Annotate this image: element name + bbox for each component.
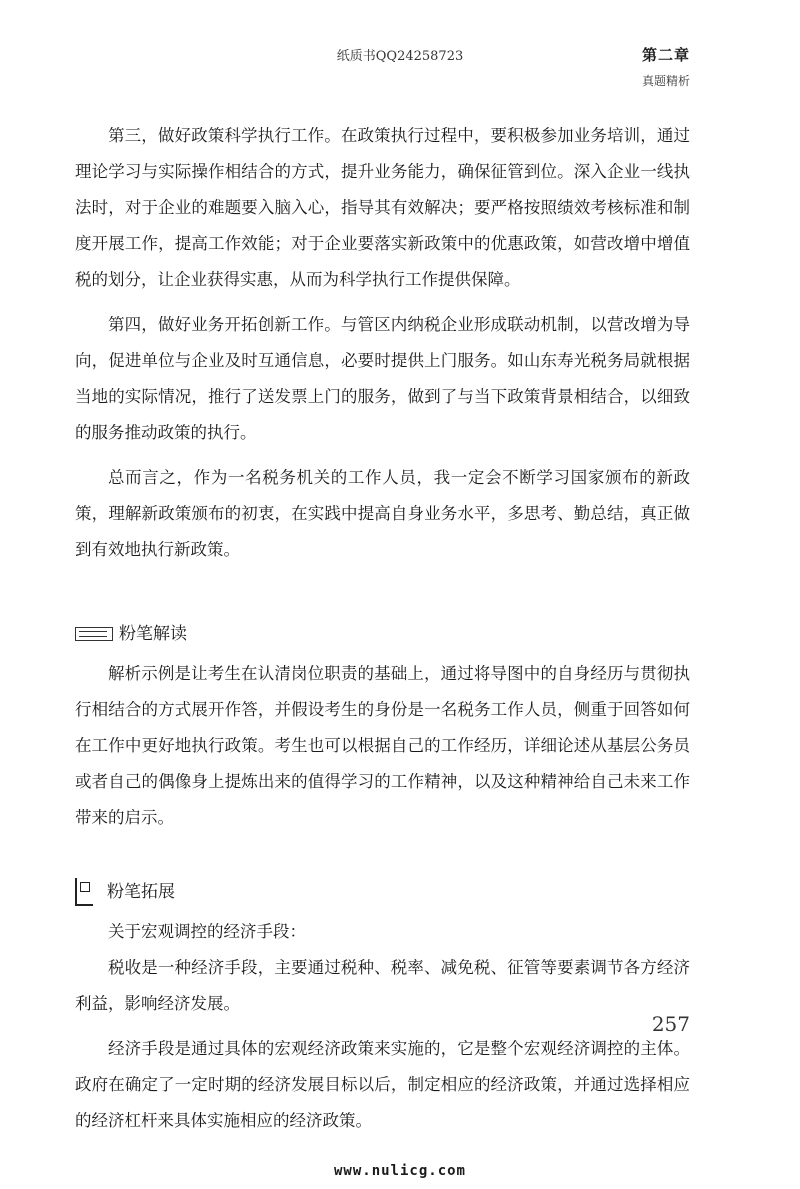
chapter-label: 第二章 bbox=[641, 46, 690, 64]
page-header-center: 纸质书QQ24258723 bbox=[336, 49, 464, 64]
section-heading-reading bbox=[75, 616, 690, 652]
paragraph: 总而言之，作为一名税务机关的工作人员，我一定会不断学习国家颁布的新政策，理解新政策颁布的初衷，在实践中提高自身业务水平，多思考、勤总结，真正做到有效地执行新政策。 bbox=[75, 468, 690, 559]
expand-icon bbox=[75, 878, 93, 906]
section-title: 粉笔解读 bbox=[119, 624, 187, 644]
paragraph: 经济手段是通过具体的宏观经济政策来实施的，它是整个宏观经济调控的主体。政府在确定了一定时期的经济发展目标以后，制定相应的经济政策，并通过选择相应的经济杠杆来具体实施相应的经济政策。 bbox=[75, 1039, 690, 1130]
paragraph: 税收是一种经济手段，主要通过税种、税率、减免税、征管等要素调节各方经济利益，影响经济发展。 bbox=[75, 958, 690, 1013]
chapter-subtitle: 真题精析 bbox=[641, 74, 690, 88]
page-header-right bbox=[642, 44, 690, 89]
page-number: 257 bbox=[651, 1012, 690, 1036]
footer-url: www.nulicg.com bbox=[333, 1163, 466, 1179]
book-icon bbox=[75, 627, 113, 641]
section-title: 粉笔拓展 bbox=[107, 882, 175, 902]
section-heading-expand bbox=[75, 874, 690, 910]
body-text bbox=[75, 118, 690, 1139]
paragraph: 关于宏观调控的经济手段： bbox=[108, 922, 306, 941]
paragraph: 解析示例是让考生在认清岗位职责的基础上，通过将导图中的自身经历与贯彻执行相结合的方式展开作答，并假设考生的身份是一名税务工作人员，侧重于回答如何在工作中更好地执行政策。考生也可以根据自己的工作经历，详细论述从基层公务员或者自己的偶像身上提炼出来的值得学习的工作精神，以及这种精神给自己未来工作带来的启示。 bbox=[75, 664, 690, 827]
paragraph: 第三，做好政策科学执行工作。在政策执行过程中，要积极参加业务培训，通过理论学习与实际操作相结合的方式，提升业务能力，确保征管到位。深入企业一线执法时，对于企业的难题要入脑入心，指导其有效解决；要严格按照绩效考核标准和制度开展工作，提高工作效能；对于企业要落实新政策中的优惠政策，如营改增中增值税的划分，让企业获得实惠，从而为科学执行工作提供保障。 bbox=[75, 126, 690, 289]
paragraph: 第四，做好业务开拓创新工作。与管区内纳税企业形成联动机制，以营改增为导向，促进单位与企业及时互通信息，必要时提供上门服务。如山东寿光税务局就根据当地的实际情况，推行了送发票上门的服务，做到了与当下政策背景相结合，以细致的服务推动政策的执行。 bbox=[75, 315, 690, 442]
